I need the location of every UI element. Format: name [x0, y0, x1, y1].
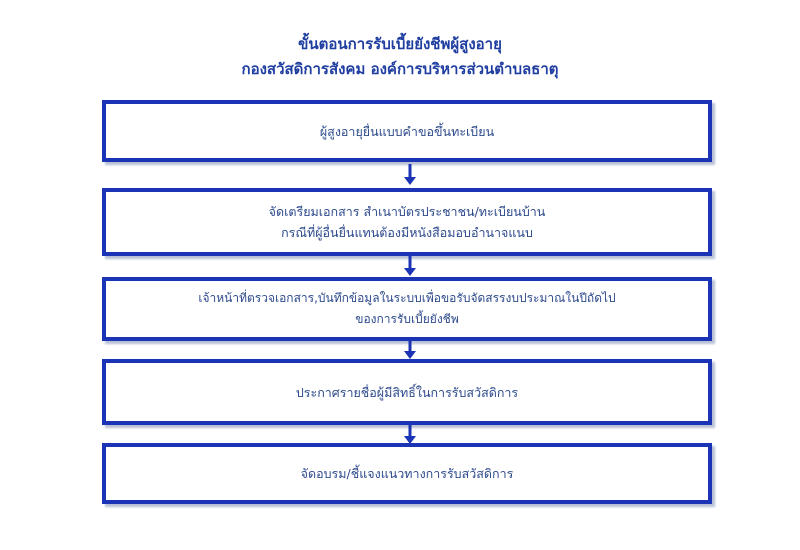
step-3-text-line-1: เจ้าหน้าที่ตรวจเอกสาร,บันทึกข้อมูลในระบบเพื่อขอรับจัดสรรงบประมาณในปีถัดไป	[198, 291, 616, 305]
step-1-box	[102, 100, 712, 162]
step-3-box	[102, 277, 712, 341]
step-4-box	[102, 359, 712, 425]
step-4-text: ประกาศรายชื่อผู้มีสิทธิ์ในการรับสวัสดิการ	[295, 384, 519, 400]
page-title: ขั้นตอนการรับเบี้ยยังชีพผู้สูงอายุ	[298, 35, 502, 53]
step-5-text: จัดอบรม/ชี้แจงแนวทางการรับสวัสดิการ	[300, 466, 514, 481]
arrow-down-icon	[404, 338, 416, 360]
step-3-text-line-2: ของการรับเบี้ยยังชีพ	[355, 312, 459, 326]
arrow-down-icon	[404, 423, 416, 445]
step-2-text-line-2: กรณีที่ผู้อื่นยื่นแทนต้องมีหนังสือมอบอำนาจแนบ	[281, 225, 533, 240]
step-5-box	[102, 443, 712, 504]
arrow-down-icon	[404, 164, 416, 186]
page-subtitle: กองสวัสดิการสังคม องค์การบริหารส่วนตำบลธาตุ	[241, 60, 559, 78]
step-2-box	[102, 188, 712, 256]
arrow-down-icon	[404, 255, 416, 277]
step-1-text: ผู้สูงอายุยื่นแบบคำขอขึ้นทะเบียน	[319, 123, 495, 139]
step-2-text-line-1: จัดเตรียมเอกสาร สำเนาบัตรประชาชน/ทะเบียนบ้าน	[268, 204, 546, 219]
